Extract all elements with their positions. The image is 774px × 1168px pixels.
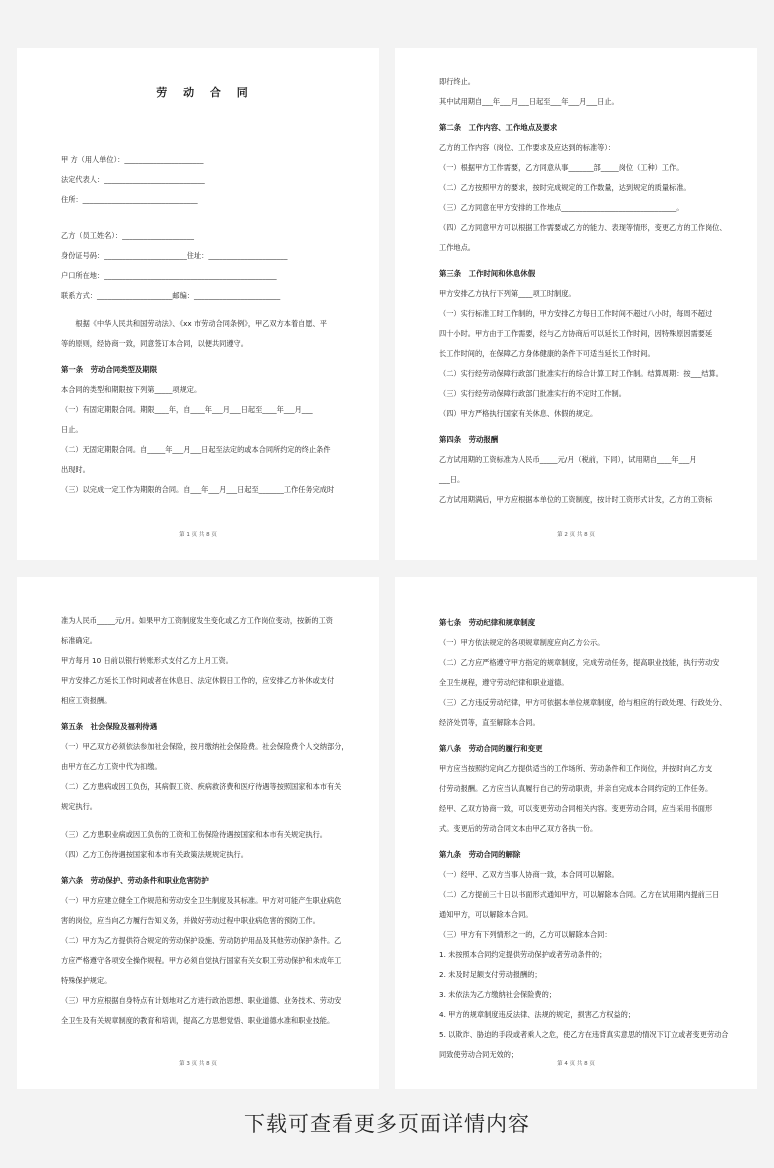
document-page-2 — [395, 48, 757, 560]
article-line: 准为人民币_____元/月。如果甲方工资制度发生变化或乙方工作岗位变动，按新的工资 — [61, 616, 333, 625]
article-line: （一）甲乙双方必须依法参加社会保险，按月缴纳社会保险费。社会保险费个人交纳部分， — [61, 742, 349, 751]
article-line: 规定执行。 — [61, 802, 97, 811]
article-line: 5. 以欺诈、胁迫的手段或者乘人之危，使乙方在违背真实意思的情况下订立或者变更劳动合 — [439, 1030, 729, 1039]
page-footer: 第 3 页 共 8 页 — [179, 1061, 217, 1067]
party-a-line: 甲 方（用人单位）：______________________ — [61, 155, 204, 164]
party-b-line: 乙方（员工姓名）：____________________ — [61, 231, 194, 240]
article-line: （二）乙方按照甲方的要求，按时完成规定的工作数量，达到规定的质量标准。 — [439, 183, 691, 192]
article-4-heading: 第四条 劳动报酬 — [439, 435, 499, 444]
article-line: 方应严格遵守各项安全操作规程。甲方必须自觉执行国家有关女职工劳动保护和未成年工 — [61, 956, 342, 965]
article-line: （四）乙方工伤待遇按国家和本市有关政策法规规定执行。 — [61, 850, 248, 859]
article-line: 经甲、乙双方协商一致，可以变更劳动合同相关内容。变更劳动合同，应当采用书面形 — [439, 804, 713, 813]
article-line: 相应工资报酬。 — [61, 696, 112, 705]
article-7-heading: 第七条 劳动纪律和规章制度 — [439, 618, 536, 627]
article-line: （一）实行标准工时工作制的，甲方安排乙方每日工作时间不超过八小时，每周不超过 — [439, 309, 713, 318]
page-4-body — [439, 613, 727, 1065]
article-line: （三）乙方同意在甲方安排的工作地点________________________________。 — [439, 203, 684, 212]
article-line: 标准确定。 — [61, 636, 97, 645]
article-1-heading: 第一条 劳动合同类型及期限 — [61, 365, 158, 374]
hukou-line: 户口所在地：________________________________________________ — [61, 271, 277, 280]
article-line: （三）甲方有下列情形之一的，乙方可以解除本合同： — [439, 930, 612, 939]
article-line: （二）乙方应严格遵守甲方指定的规章制度，完成劳动任务，提高职业技能，执行劳动安 — [439, 658, 720, 667]
page-footer: 第 1 页 共 8 页 — [179, 532, 217, 538]
page-footer: 第 2 页 共 8 页 — [557, 532, 595, 538]
article-line: 经济处罚等，直至解除本合同。 — [439, 718, 540, 727]
document-page-1 — [17, 48, 379, 560]
article-line: 出现时。 — [61, 465, 90, 474]
article-line: 由甲方在乙方工资中代为扣缴。 — [61, 762, 162, 771]
article-line: （一）根据甲方工作需要，乙方同意从事_______部_____岗位（工种）工作。 — [439, 163, 684, 172]
article-line: 全卫生及有关规章制度的教育和培训，提高乙方思想觉悟、职业道德水准和职业技能。 — [61, 1016, 335, 1025]
article-line: （四）甲方严格执行国家有关休息、休假的规定。 — [439, 409, 598, 418]
article-line: （二）无固定期限合同。自_____年___月___日起至法定的或本合同所约定的终止条件 — [61, 445, 331, 454]
article-line: （一）有固定期限合同。期限____年，自____年___月___日起至____年___月___ — [61, 405, 313, 414]
legal-rep-line: 法定代表人：____________________________ — [61, 175, 205, 184]
article-line: （二）实行经劳动保障行政部门批准实行的综合计算工时工作制。结算周期：按___结算。 — [439, 369, 723, 378]
article-line: （一）甲方依法规定的各项规章制度应向乙方公示。 — [439, 638, 605, 647]
preamble-line: 根据《中华人民共和国劳动法》、《xx 市劳动合同条例》，甲乙双方本着自愿、平 — [61, 319, 327, 328]
article-3-heading: 第三条 工作时间和休息休假 — [439, 269, 536, 278]
article-line: （二）甲方为乙方提供符合规定的劳动保护设施、劳动防护用品及其他劳动保护条件。乙 — [61, 936, 342, 945]
page-2-body — [439, 72, 727, 510]
document-page-3 — [17, 577, 379, 1089]
article-line: （三）甲方应根据自身特点有计划地对乙方进行政治思想、职业道德、业务技术、劳动安 — [61, 996, 342, 1005]
article-5-heading: 第五条 社会保险及福利待遇 — [61, 722, 158, 731]
article-line: 甲方安排乙方执行下列第____项工时制度。 — [439, 289, 576, 298]
article-line: 其中试用期自___年___月___日起至___年___月___日止。 — [439, 97, 619, 106]
article-line: 1. 未按照本合同约定提供劳动保护或者劳动条件的； — [439, 950, 607, 959]
article-line: 本合同的类型和期限按下列第_____项规定。 — [61, 385, 202, 394]
party-a-section — [61, 150, 349, 210]
article-line: （一）经甲、乙双方当事人协商一致，本合同可以解除。 — [439, 870, 619, 879]
article-line: （二）乙方患病或因工负伤，其病假工资、疾病救济费和医疗待遇等按照国家和本市有关 — [61, 782, 342, 791]
article-line: 付劳动报酬。乙方应当认真履行自己的劳动职责，并亲自完成本合同约定的工作任务。 — [439, 784, 713, 793]
article-line: 通知甲方，可以解除本合同。 — [439, 910, 533, 919]
article-line: （四）乙方同意甲方可以根据工作需要或乙方的能力、表现等情形，变更乙方的工作岗位、 — [439, 223, 727, 232]
page-footer: 第 4 页 共 8 页 — [557, 1061, 595, 1067]
article-line: 甲方应当按照约定向乙方提供适当的工作场所、劳动条件和工作岗位，并按时向乙方支 — [439, 764, 713, 773]
article-line: 长工作时间的，在保障乙方身体健康的条件下可适当延长工作时间。 — [439, 349, 655, 358]
article-2-heading: 第二条 工作内容、工作地点及要求 — [439, 123, 558, 132]
contract-title: 劳 动 合 同 — [156, 86, 254, 99]
article-line: ___日。 — [439, 475, 465, 484]
article-line: 4. 甲方的规章制度违反法律、法规的规定，损害乙方权益的； — [439, 1010, 636, 1019]
id-line: 身份证号码：_______________________住址：______________________ — [61, 251, 288, 260]
article-line: 2. 未及时足额支付劳动报酬的； — [439, 970, 542, 979]
article-line: 甲方每月 10 日前以银行转账形式支付乙方上月工资。 — [61, 656, 233, 665]
article-line: 乙方的工作内容（岗位、工作要求及应达到的标准等）： — [439, 143, 616, 152]
article-line: 害的岗位，应当向乙方履行告知义务，并做好劳动过程中职业病危害的预防工作。 — [61, 916, 320, 925]
article-line: 式。变更后的劳动合同文本由甲乙双方各执一份。 — [439, 824, 598, 833]
address-line: 住所：________________________________ — [61, 195, 198, 204]
page-3-body — [61, 611, 349, 1031]
article-line: 四十小时。甲方由于工作需要，经与乙方协商后可以延长工作时间，因特殊原因需要延 — [439, 329, 713, 338]
article-line: （三）乙方患职业病或因工负伤的工资和工伤保险待遇按国家和本市有关规定执行。 — [61, 830, 327, 839]
article-line: 全卫生规程，遵守劳动纪律和职业道德。 — [439, 678, 569, 687]
article-line: 同致使劳动合同无效的； — [439, 1050, 519, 1059]
article-line: 工作地点。 — [439, 243, 475, 252]
article-line: （二）乙方提前三十日以书面形式通知甲方，可以解除本合同。乙方在试用期内提前三日 — [439, 890, 720, 899]
preamble-line: 等的原则，经协商一致，同意签订本合同，以便共同遵守。 — [61, 339, 248, 348]
article-8-heading: 第八条 劳动合同的履行和变更 — [439, 744, 543, 753]
article-line: （三）以完成一定工作为期限的合同。自___年___月___日起至_______工作任务完成时 — [61, 485, 335, 494]
page-1-body — [61, 84, 349, 500]
article-line: 3. 未依法为乙方缴纳社会保险费的； — [439, 990, 556, 999]
article-line: 日止。 — [61, 425, 83, 434]
article-6-heading: 第六条 劳动保护、劳动条件和职业危害防护 — [61, 876, 209, 885]
article-9-heading: 第九条 劳动合同的解除 — [439, 850, 521, 859]
party-b-section — [61, 226, 349, 306]
article-line: （三）实行经劳动保障行政部门批准实行的不定时工作制。 — [439, 389, 626, 398]
article-line: 特殊保护规定。 — [61, 976, 112, 985]
article-line: 乙方试用期满后，甲方应根据本单位的工资制度，按计时工资形式计发，乙方的工资标 — [439, 495, 713, 504]
article-line: 乙方试用期的工资标准为人民币_____元/月（税前，下同），试用期自____年___月 — [439, 455, 697, 464]
article-line: （一）甲方应建立健全工作规范和劳动安全卫生制度及其标准。甲方对可能产生职业病危 — [61, 896, 342, 905]
article-line: （三）乙方违反劳动纪律，甲方可依据本单位规章制度，给与相应的行政处理、行政处分、 — [439, 698, 727, 707]
download-caption[interactable]: 下载可查看更多页面详情内容 — [244, 1112, 530, 1136]
contact-line: 联系方式：_____________________邮编：________________________ — [61, 291, 281, 300]
article-line: 即行终止。 — [439, 77, 475, 86]
document-page-4 — [395, 577, 757, 1089]
article-line: 甲方安排乙方延长工作时间或者在休息日、法定休假日工作的，应安排乙方补休或支付 — [61, 676, 335, 685]
